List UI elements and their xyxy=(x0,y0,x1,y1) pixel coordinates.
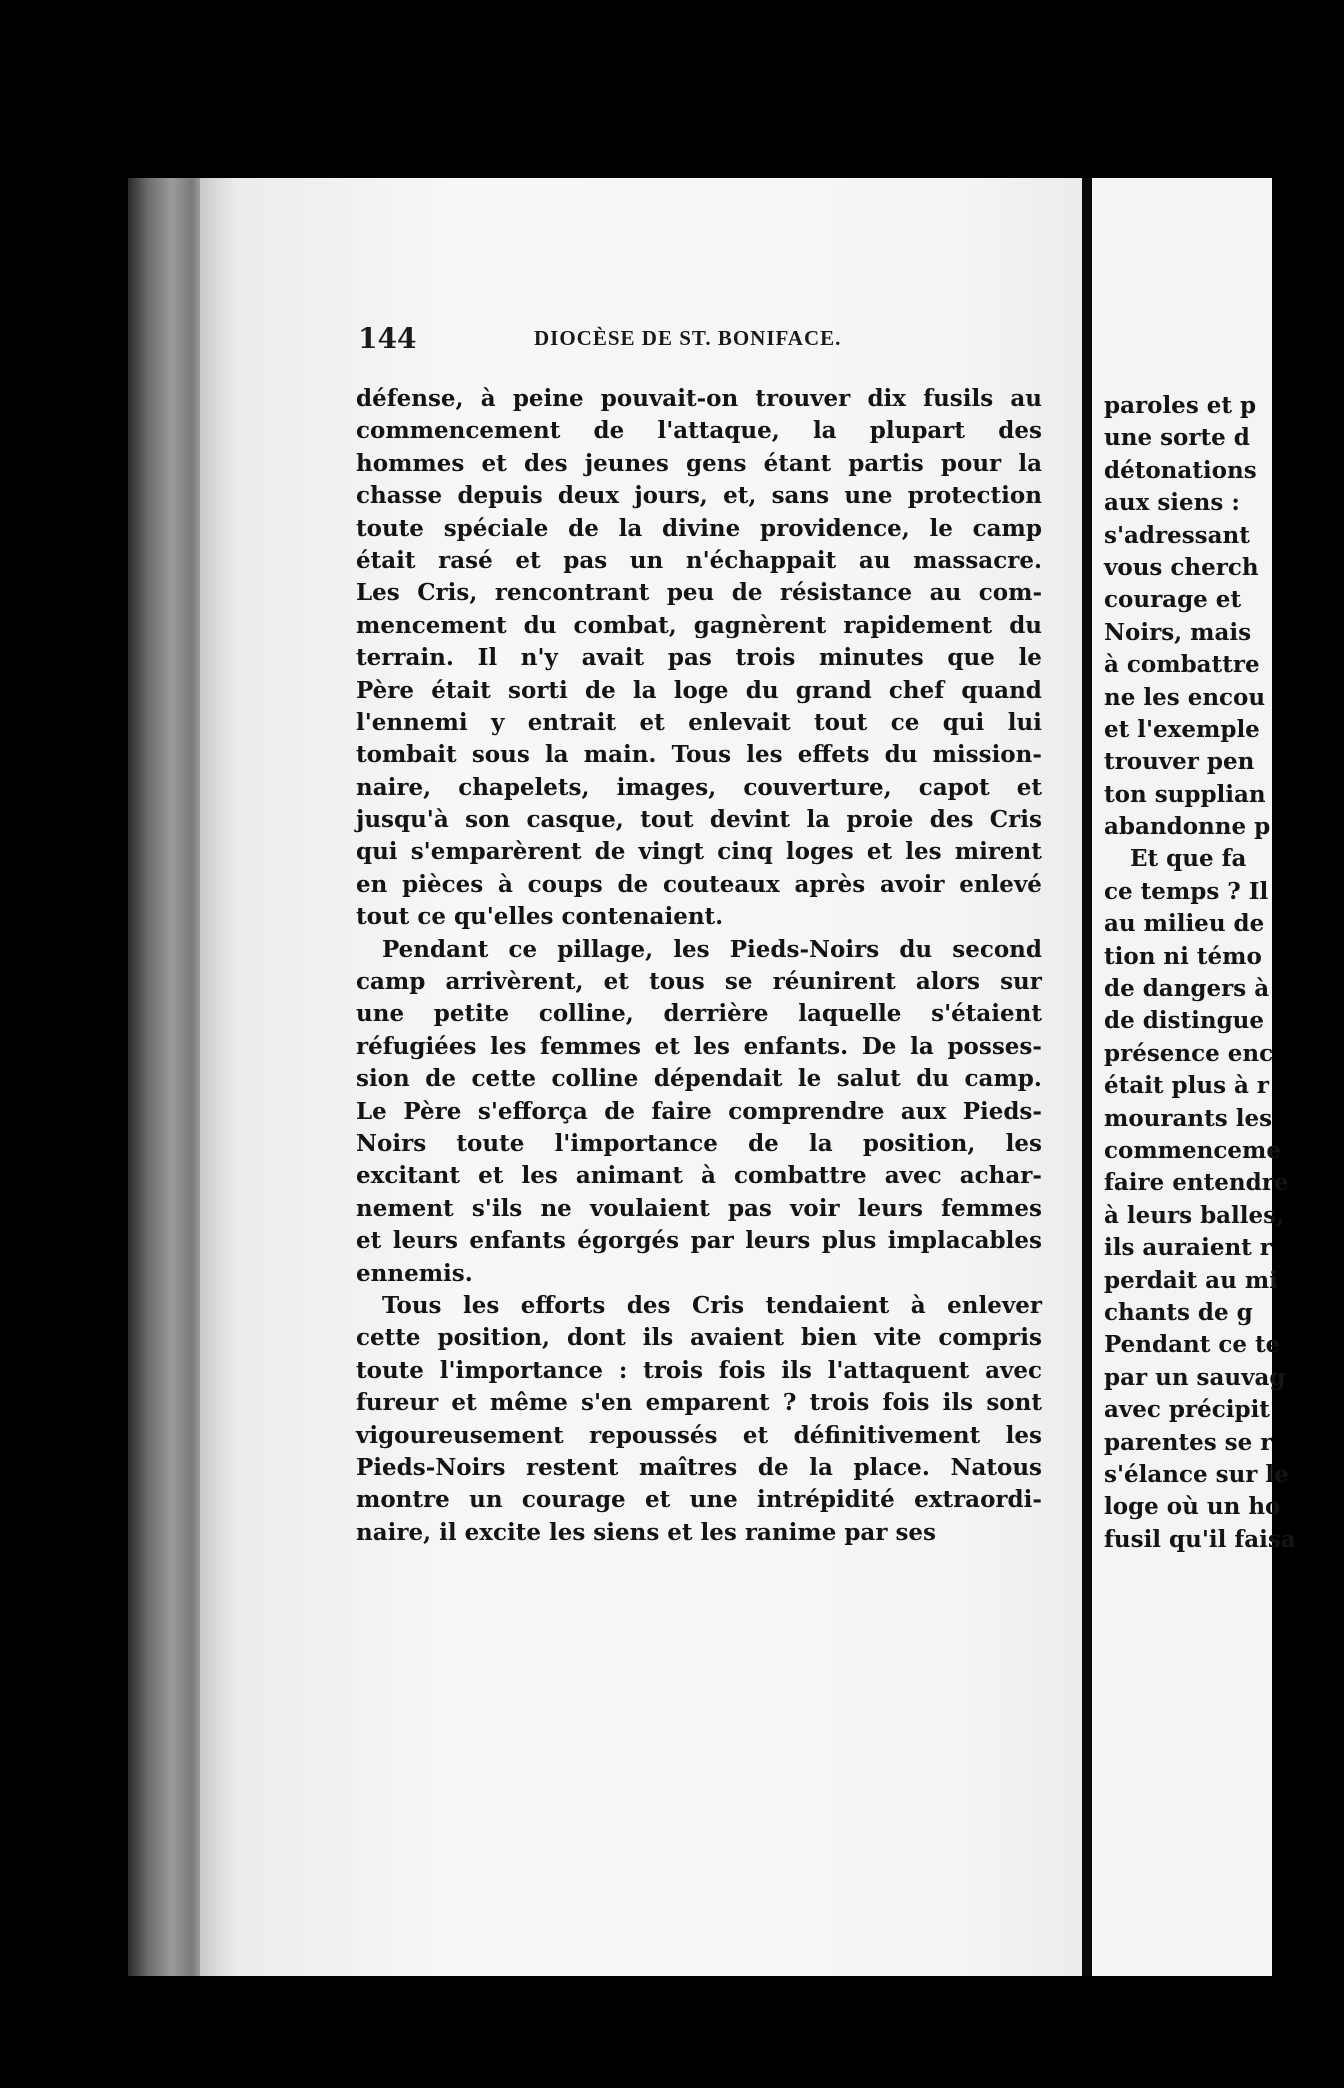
text-line: Pendant ce pillage, les Pieds-Noirs du second xyxy=(382,935,1042,963)
text-line: détonations xyxy=(1104,456,1257,484)
text-line: toute spéciale de la divine providence, le camp xyxy=(356,514,1042,542)
text-line: en pièces à coups de couteaux après avoir enlevé xyxy=(356,870,1042,898)
text-line: toute l'importance : trois fois ils l'attaquent avec xyxy=(356,1356,1042,1384)
text-line: paroles et p xyxy=(1104,392,1257,419)
text-line: Père était sorti de la loge du grand chef quand xyxy=(356,676,1042,704)
right-page xyxy=(1092,178,1296,1976)
text-line: mencement du combat, gagnèrent rapidement du xyxy=(356,611,1042,639)
text-line: Et que fa xyxy=(1130,845,1247,873)
text-line: fureur et même s'en emparent ? trois fois ils sont xyxy=(356,1389,1042,1417)
text-line: aux siens : xyxy=(1104,489,1240,517)
text-line: ils auraient r xyxy=(1104,1234,1272,1262)
text-line: parentes se r xyxy=(1104,1428,1273,1456)
text-line: chasse depuis deux jours, et, sans une protection xyxy=(356,482,1042,510)
text-line: s'adressant xyxy=(1104,521,1250,549)
text-line: Les Cris, rencontrant peu de résistance au com- xyxy=(356,579,1042,607)
text-line: ton supplian xyxy=(1104,780,1266,808)
text-line: s'élance sur le xyxy=(1104,1460,1289,1488)
text-line: perdait au mi xyxy=(1104,1266,1278,1294)
text-line: à combattre xyxy=(1104,651,1260,679)
text-line: une petite colline, derrière laquelle s'étaient xyxy=(356,1000,1042,1028)
text-line: commencement de l'attaque, la plupart des xyxy=(356,417,1042,445)
text-line: mourants les xyxy=(1104,1104,1273,1132)
text-line: réfugiées les femmes et les enfants. De la posses- xyxy=(356,1032,1042,1060)
text-line: était rasé et pas un n'échappait au massacre. xyxy=(356,546,1042,574)
text-line: au milieu de xyxy=(1104,910,1265,938)
text-line: et leurs enfants égorgés par leurs plus implacables xyxy=(356,1227,1042,1255)
text-line: jusqu'à son casque, tout devint la proie des Cris xyxy=(356,806,1042,834)
text-line: cette position, dont ils avaient bien vite compris xyxy=(356,1324,1042,1352)
page-gutter xyxy=(1082,178,1092,1976)
text-line: naire, il excite les siens et les ranime par ses xyxy=(356,1518,936,1546)
text-line: de distingue xyxy=(1104,1007,1265,1035)
text-line: de dangers à xyxy=(1104,975,1270,1003)
page-header: DIOCÈSE DE ST. BONIFACE. xyxy=(534,326,842,350)
text-line: l'ennemi y entrait et enlevait tout ce qui lui xyxy=(356,708,1042,736)
text-line: une sorte d xyxy=(1104,424,1250,452)
text-line: nement s'ils ne voulaient pas voir leurs femmes xyxy=(356,1194,1042,1222)
text-line: Pendant ce te xyxy=(1104,1331,1281,1359)
text-line: était plus à r xyxy=(1104,1072,1270,1100)
text-line: tion ni témo xyxy=(1104,942,1262,970)
text-line: ennemis. xyxy=(356,1259,473,1287)
text-line: sion de cette colline dépendait le salut du camp. xyxy=(356,1065,1042,1093)
text-line: camp arrivèrent, et tous se réunirent alors sur xyxy=(356,968,1042,996)
text-line: Noirs, mais xyxy=(1104,618,1252,646)
text-line: tombait sous la main. Tous les effets du mission- xyxy=(356,741,1042,769)
text-line: défense, à peine pouvait-on trouver dix fusils au xyxy=(356,385,1042,412)
text-line: Noirs toute l'importance de la position, les xyxy=(356,1129,1042,1157)
text-line: commenceme xyxy=(1104,1136,1281,1164)
page-number: 144 xyxy=(358,322,417,355)
text-line: loge où un ho xyxy=(1104,1493,1281,1521)
text-line: Pieds-Noirs restent maîtres de la place. Natous xyxy=(356,1453,1042,1481)
text-line: trouver pen xyxy=(1104,748,1255,776)
text-line: montre un courage et une intrépidité extraordi- xyxy=(356,1486,1042,1514)
text-line: présence enc xyxy=(1104,1039,1274,1067)
text-line: ne les encou xyxy=(1104,683,1266,711)
text-line: abandonne p xyxy=(1104,813,1271,841)
running-head xyxy=(358,322,1058,362)
text-line: Le Père s'efforça de faire comprendre aux Pieds- xyxy=(356,1097,1042,1125)
text-line: vous cherch xyxy=(1104,553,1259,581)
text-line: tout ce qu'elles contenaient. xyxy=(356,903,724,931)
text-line: chants de g xyxy=(1104,1298,1253,1326)
text-line: terrain. Il n'y avait pas trois minutes que le xyxy=(356,644,1042,672)
text-line: faire entendre xyxy=(1104,1169,1289,1197)
text-line: avec précipit xyxy=(1104,1396,1270,1424)
text-line: par un sauvag xyxy=(1104,1363,1286,1391)
book-spine-edge xyxy=(128,178,208,1976)
text-line: Tous les efforts des Cris tendaient à enlever xyxy=(382,1291,1042,1319)
text-line: à leurs balles, xyxy=(1104,1201,1285,1229)
text-line: excitant et les animant à combattre avec achar- xyxy=(356,1162,1042,1190)
text-line: fusil qu'il faisa xyxy=(1104,1525,1296,1553)
text-line: vigoureusement repoussés et définitivement les xyxy=(356,1421,1042,1449)
right-page-text xyxy=(1104,390,1344,1556)
text-line: hommes et des jeunes gens étant partis pour la xyxy=(356,449,1042,477)
left-page-text xyxy=(356,383,1042,1549)
text-line: courage et xyxy=(1104,586,1242,614)
text-line: et l'exemple xyxy=(1104,715,1260,743)
text-line: qui s'emparèrent de vingt cinq loges et les mirent xyxy=(356,838,1042,866)
text-line: ce temps ? Il xyxy=(1104,877,1269,905)
text-line: naire, chapelets, images, couverture, capot et xyxy=(356,773,1042,801)
